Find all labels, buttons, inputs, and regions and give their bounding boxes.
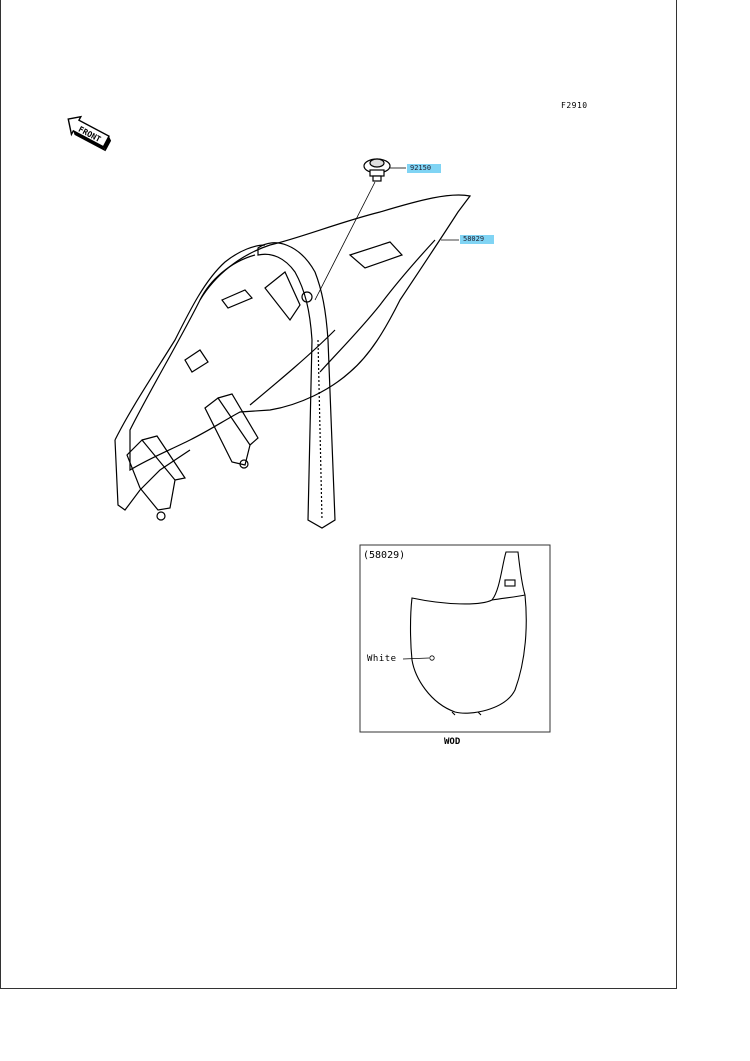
front-arrow-label: FRONT [76, 124, 103, 145]
inset-part-ref: (58029) [363, 550, 406, 561]
white-area-marker [430, 656, 434, 660]
callout-92150[interactable]: 92150 [407, 164, 441, 173]
leader-lines [315, 168, 459, 300]
figure-code: F2910 [561, 101, 588, 110]
callout-58029[interactable]: 58029 [460, 235, 494, 244]
front-arrow-icon [63, 112, 115, 152]
inset-box [360, 545, 550, 732]
inset-cover-outline [411, 552, 527, 715]
color-label-white: White [367, 654, 397, 664]
fender-part [115, 195, 470, 528]
bolt-part [364, 159, 390, 181]
inset-caption: WOD [444, 737, 461, 747]
